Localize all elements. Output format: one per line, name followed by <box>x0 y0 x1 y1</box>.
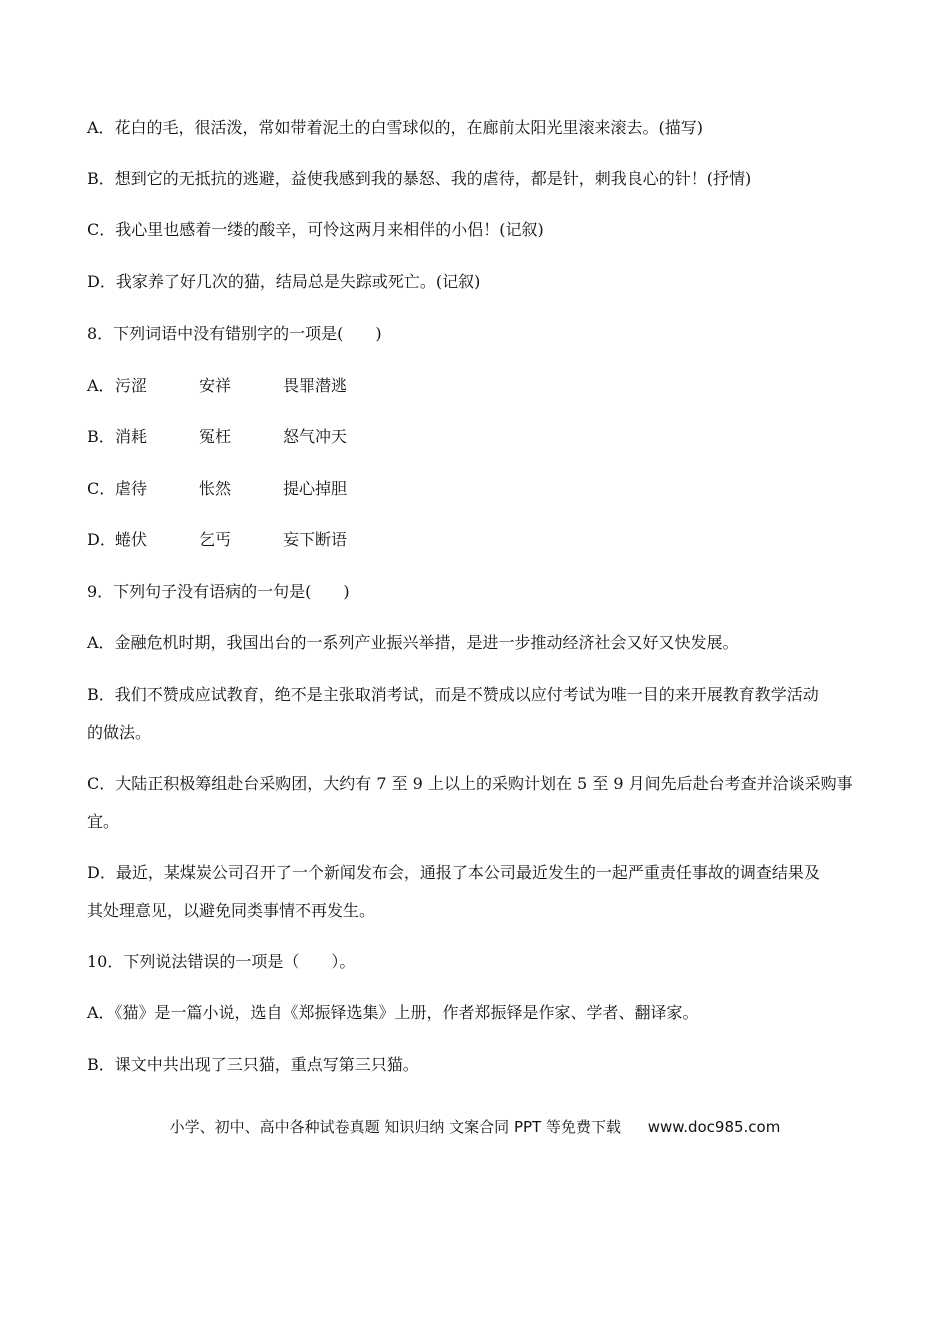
word-2: 安祥 <box>199 376 232 395</box>
q9-option-d-line-2: 其处理意见，以避免同类事情不再发生。 <box>87 901 376 920</box>
q7-option-c: C．我心里也感着一缕的酸辛，可怜这两月来相伴的小侣！(记叙) <box>87 220 544 239</box>
q10-stem: 10．下列说法错误的一项是（ ）。 <box>87 952 356 971</box>
q7-option-a: A．花白的毛，很活泼，常如带着泥土的白雪球似的，在廊前太阳光里滚来滚去。(描写) <box>87 118 704 137</box>
word-3: 畏罪潜逃 <box>283 376 348 395</box>
word-1: 虐待 <box>115 479 148 498</box>
footer-text: 小学、初中、高中各种试卷真题 知识归纳 文案合同 PPT 等免费下载 <box>169 1118 621 1136</box>
word-1: 污涩 <box>115 376 148 395</box>
word-3: 妄下断语 <box>283 530 348 549</box>
option-label: B． <box>87 427 115 446</box>
q9-option-d-line-1: D．最近，某煤炭公司召开了一个新闻发布会，通报了本公司最近发生的一起严重责任事故的调查结果及 <box>87 863 820 882</box>
q10-option-b: B．课文中共出现了三只猫，重点写第三只猫。 <box>87 1055 419 1074</box>
q10-option-a: A．《猫》是一篇小说，选自《郑振铎选集》上册，作者郑振铎是作家、学者、翻译家。 <box>87 1003 699 1022</box>
q9-stem: 9．下列句子没有语病的一句是( ) <box>87 582 350 601</box>
page-footer <box>0 1116 950 1137</box>
q8-stem: 8．下列词语中没有错别字的一项是( ) <box>87 324 382 343</box>
word-2: 怅然 <box>199 479 232 498</box>
word-1: 蜷伏 <box>115 530 148 549</box>
q9-option-b-line-2: 的做法。 <box>87 723 152 742</box>
q9-option-c-line-2: 宜。 <box>87 812 120 831</box>
word-2: 乞丐 <box>199 530 232 549</box>
q7-option-d: D．我家养了好几次的猫，结局总是失踪或死亡。(记叙) <box>87 272 481 291</box>
word-2: 冤枉 <box>199 427 232 446</box>
word-3: 提心掉胆 <box>283 479 348 498</box>
option-label: A． <box>87 376 115 395</box>
word-1: 消耗 <box>115 427 148 446</box>
q9-option-b-line-1: B．我们不赞成应试教育，绝不是主张取消考试，而是不赞成以应付考试为唯一目的来开展教育教学活动 <box>87 685 819 704</box>
option-label: D． <box>87 530 116 549</box>
q9-option-a: A．金融危机时期，我国出台的一系列产业振兴举措，是进一步推动经济社会又好又快发展。 <box>87 633 739 652</box>
word-3: 怒气冲天 <box>283 427 348 446</box>
q7-option-b: B．想到它的无抵抗的逃避，益使我感到我的暴怒、我的虐待，都是针，刺我良心的针！(抒情) <box>87 169 752 188</box>
option-label: C． <box>87 479 116 498</box>
footer-url[interactable]: www.doc985.com <box>647 1118 781 1136</box>
q9-option-c-line-1: C．大陆正积极筹组赴台采购团，大约有 7 至 9 上以上的采购计划在 5 至 9 月间先后赴台考查并洽谈采购事 <box>87 774 853 793</box>
